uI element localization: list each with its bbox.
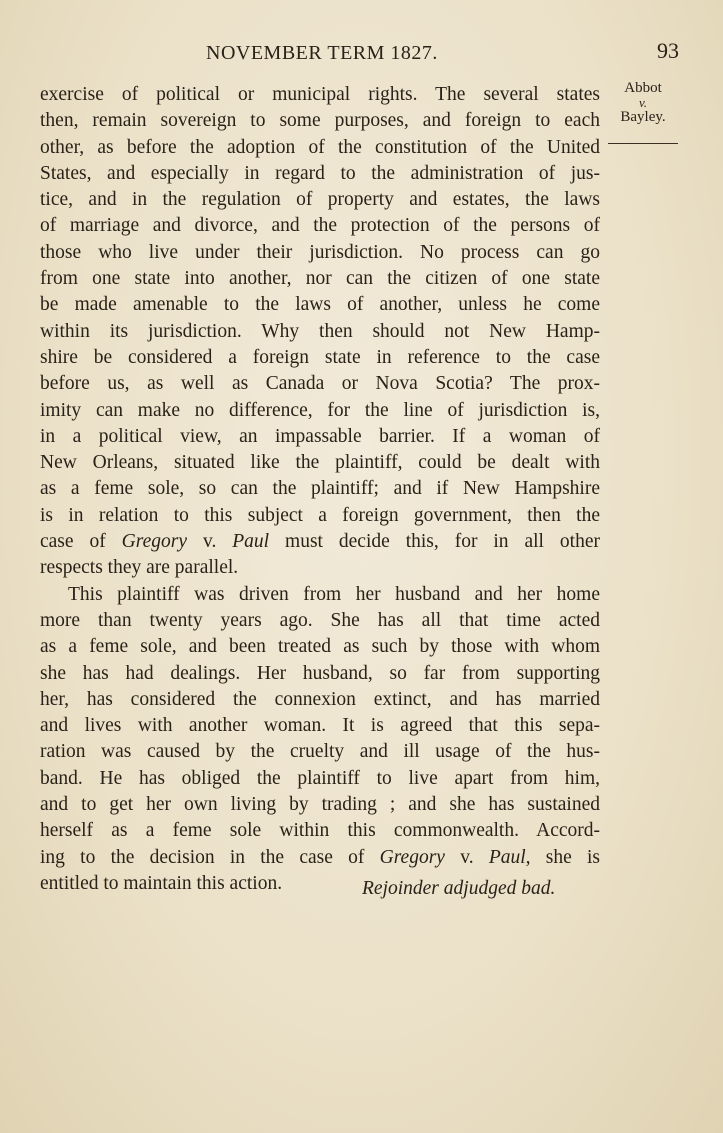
text-fragment: must decide this, for in all other	[269, 531, 600, 553]
text-line: she has had dealings. Her husband, so far from supporting	[40, 662, 600, 684]
text-line: those who live under their jurisdiction. No process can go	[40, 241, 600, 263]
text-line: in a political view, an impassable barrier. If a woman of	[40, 425, 600, 447]
text-line: States, and especially in regard to the administration of jus-	[40, 162, 600, 184]
text-line: exercise of political or municipal rights. The several states	[40, 84, 600, 105]
text-line: as a feme sole, and been treated as such by those with whom	[40, 636, 600, 658]
page-number: 93	[657, 38, 679, 63]
text-line: herself as a feme sole within this commonwealth. Accord-	[40, 820, 600, 842]
text-line: New Orleans, situated like the plaintiff, could be dealt with	[40, 452, 600, 474]
text-line: entitled to maintain this action.	[40, 872, 283, 894]
text-line-case-citation	[40, 845, 600, 871]
text-line: and to get her own living by trading ; and she has sustained	[40, 794, 600, 816]
running-head	[0, 38, 723, 78]
case-name-gregory: Gregory	[121, 531, 188, 553]
text-fragment: v.	[444, 846, 489, 868]
text-line: from one state into another, nor can the citizen of one state	[40, 268, 600, 290]
text-line: her, has considered the connexion extinct, and has married	[40, 688, 600, 710]
text-line: band. He has obliged the plaintiff to live apart from him,	[40, 767, 600, 789]
text-fragment: v.	[187, 531, 233, 553]
text-line: as a feme sole, so can the plaintiff; and if New Hampshire	[40, 478, 600, 500]
case-name-gregory: Gregory	[379, 846, 445, 868]
text-line: other, as before the adoption of the constitution of the United	[40, 136, 600, 158]
text-line: ration was caused by the cruelty and ill usage of the hus-	[40, 741, 600, 763]
text-line: shire be considered a foreign state in reference to the case	[40, 346, 600, 368]
term-heading: NOVEMBER TERM 1827.	[206, 42, 438, 64]
text-line: imity can make no difference, for the line of jurisdiction is,	[40, 399, 600, 421]
text-line: and lives with another woman. It is agreed that this sepa-	[40, 715, 600, 737]
side-note-versus: v.	[638, 95, 648, 110]
text-line-case-citation	[40, 529, 600, 555]
rejoinder-note: Rejoinder adjudged bad.	[362, 878, 556, 899]
case-name-paul: Paul	[232, 531, 270, 553]
text-line: before us, as well as Canada or Nova Scotia? The prox-	[40, 373, 600, 395]
text-line: tice, and in the regulation of property and estates, the laws	[40, 189, 600, 211]
text-line: be made amenable to the laws of another, unless he come	[40, 294, 600, 316]
side-note-party2: Bayley.	[620, 109, 666, 125]
case-side-note	[606, 80, 680, 126]
side-note-party1: Abbot	[624, 80, 662, 96]
text-fragment: case of	[40, 531, 122, 553]
text-line: is in relation to this subject a foreign government, then the	[40, 504, 600, 526]
side-note-rule	[608, 143, 678, 144]
text-line: more than twenty years ago. She has all that time acted	[40, 609, 600, 631]
text-line: respects they are parallel.	[40, 557, 239, 579]
text-fragment: ing to the decision in the case of	[40, 846, 380, 868]
text-line: within its jurisdiction. Why then should not New Hamp-	[40, 320, 600, 342]
text-line: of marriage and divorce, and the protection of the persons of	[40, 215, 600, 237]
text-line: This plaintiff was driven from her husband and her home	[68, 583, 600, 605]
body-text	[40, 82, 600, 897]
text-fragment: she is	[530, 846, 601, 868]
text-line: then, remain sovereign to some purposes, and foreign to each	[40, 110, 600, 132]
case-name-paul: Paul,	[488, 846, 531, 868]
